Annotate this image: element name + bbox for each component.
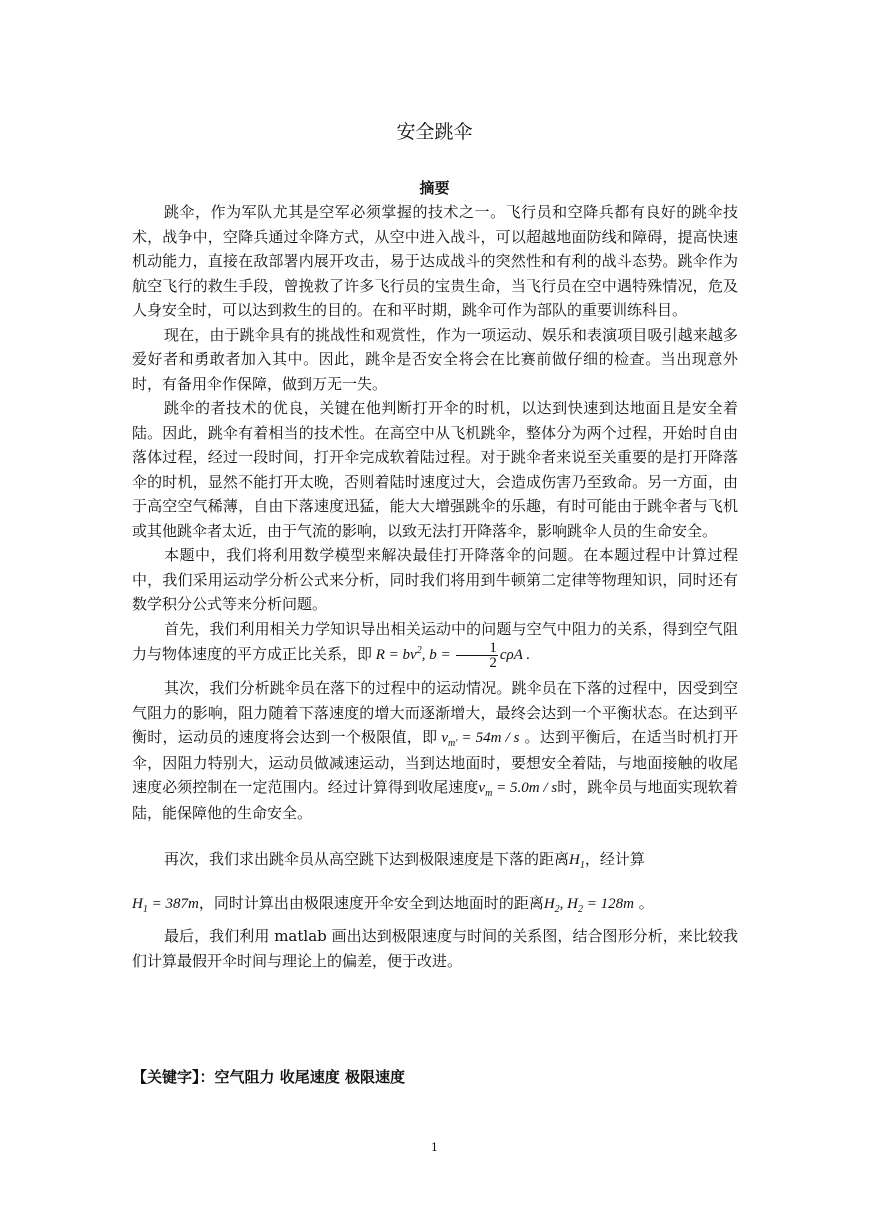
abstract-heading: 摘要 [419,179,450,197]
h1-formula: $H_1 = 387m$ [132,895,199,915]
page-number: 1 [431,1141,438,1154]
paragraph-7-continued: $H_1 = 387m$，同时计算出由极限速度开伞安全到达地面时的距离$H_2$, $H_2 = 128m$ 。 [132,893,654,915]
h2-formula: $H_2$, $H_2 = 128m$ [543,895,634,915]
paragraph-7-text-b: ，经计算 [584,850,645,868]
paragraph-1: 跳伞，作为军队尤其是空军必须掌握的技术之一。飞行员和空降兵都有良好的跳伞技术，战争中，空降兵通过伞降方式，从空中进入战斗，可以超越地面防线和障碍，提高快速机动能力，直接在敌部署内展开攻击，易于达成战斗的突然性和有利的战斗态势。跳伞作为航空飞行的救生手段，曾挽救了许多飞行员的宝贵生命，当飞行员在空中遇特殊情况，危及人身安全时，可以达到救生的目的。在和平时期，跳伞可作为部队的重要训练科目。 [132,203,738,319]
paragraph-4: 本题中，我们将利用数学模型来解决最佳打开降落伞的问题。在本题过程中计算过程中，我们采用运动学分析公式来分析，同时我们将用到牛顿第二定律等物理知识，同时还有数学积分公式等来分析问题。 [132,546,738,613]
paragraph-5 [132,617,738,671]
paragraph-6-text-b: 达到平衡后，在适当时机打开伞，因阻力特别大，运动员做减速运动，当到达地面时，要想安全着陆，与地面接触的收尾速度必须控制在一定范围内。经过计算得到收尾速度 [132,728,738,796]
limit-velocity-formula: $v_{m'} = 54m / s$ [437,730,520,749]
page-title: 安全跳伞 [396,121,473,143]
keywords-line: 【关键字】：空气阻力 收尾速度 极限速度 [132,1068,405,1086]
h1-symbol: $H_1$ [569,852,585,871]
paragraph-3: 跳伞的者技术的优良，关键在他判断打开伞的时机，以达到快速到达地面且是安全着陆。因此，跳伞有着相当的技术性。在高空中从飞机跳伞，整体分为两个过程，开始时自由落体过程，经过一段时间，打开伞完成软着陆过程。对于跳伞者来说至关重要的是打开降落伞的时机，显然不能打开太晚，否则着陆时速度过大，会造成伤害乃至致命。另一方面，由于高空空气稀薄，自由下落速度迅猛，能大大增强跳伞的乐趣，有时可能由于跳伞者与飞机或其他跳伞者太近，由于气流的影响，以致无法打开降落伞，影响跳伞人员的生命安全。 [132,399,738,540]
paragraph-2: 现在，由于跳伞具有的挑战性和观赏性，作为一项运动、娱乐和表演项目吸引越来越多爱好者和勇敢者加入其中。因此，跳伞是否安全将会在比赛前做仔细的检查。当出现意外时，有备用伞作保障，做到万无一失。 [132,325,738,393]
paragraph-7-text-a: 再次，我们求出跳伞员从高空跳下达到极限速度是下落的距离 [164,850,570,868]
drag-formula: $R = bv^2$, b = $\frac{1}{2}$ cρA . [372,640,531,671]
paragraph-7 [132,847,738,873]
abstract-body [132,200,738,973]
paragraph-6: 其次，我们分析跳伞员在落下的过程中的运动情况。跳伞员在下落的过程中，因受到空气阻力的影响，阻力随着下落速度的增大而逐渐增大，最终会达到一个平衡状态。在达到平衡时，运动员的速度将会达到一个极限值，即 $v_{m'} = 54m / s$ 。达到平衡后，在适当时机打开伞，因阻力特别大，运动员做减速运动，当到达地面时，要想安全着陆，与地面接触的收尾速度必须控制在一定范围内。经过计算得到收尾速度$v_m = 5.0m / s$时，跳伞员与地面实现软着陆，能保障他的生命安全。 [132,679,738,822]
terminal-velocity-formula: $v_m = 5.0m / s$ [478,780,558,799]
paragraph-6-text-c: 时，跳伞员与地面实现软着陆，能保障他的生命安全。 [132,778,738,822]
paragraph-6-text-a: 其次，我们分析跳伞员在落下的过程中的运动情况。跳伞员在下落的过程中，因受到空气阻力的影响，阻力随着下落速度的增大而逐渐增大，最终会达到一个平衡状态。在达到平衡时，运动员的速度将会达到一个极限值，即 [132,679,738,746]
paragraph-8: 最后，我们利用 matlab 画出达到极限速度与时间的关系图，结合图形分析，来比较我们计算最假开伞时间与理论上的偏差，便于改进。 [132,927,738,970]
paragraph-7-text-c: ，同时计算出由极限速度开伞安全到达地面时的距离 [198,893,544,912]
paragraph-5-text: 首先，我们利用相关力学知识导出相关运动中的问题与空气中阻力的关系，得到空气阻力与物体速度的平方成正比关系，即 [132,619,738,663]
